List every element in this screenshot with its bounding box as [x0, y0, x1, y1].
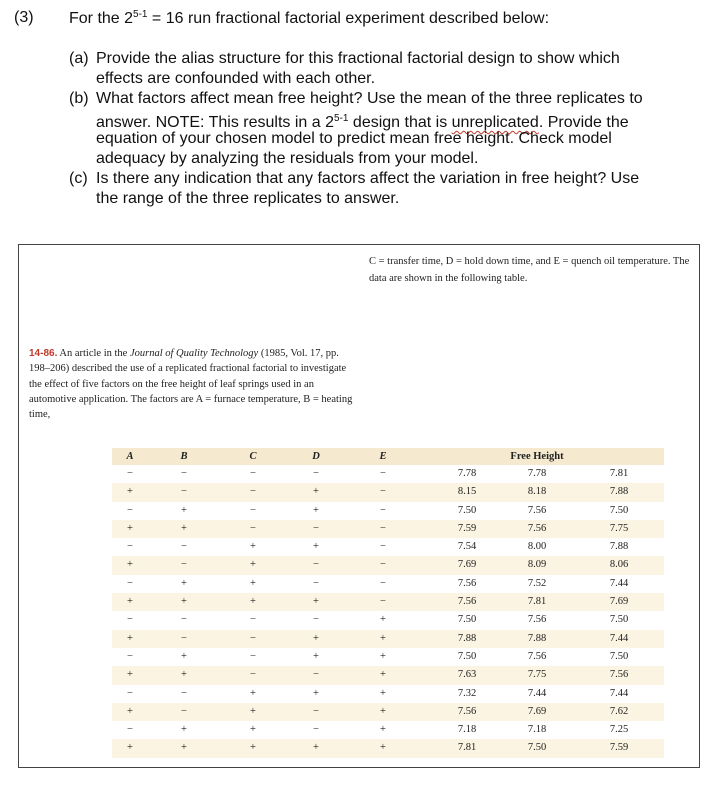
b-line2-post: . Provide the [538, 114, 629, 131]
height-value-cell: 7.44 [609, 632, 629, 644]
height-value-cell: 7.88 [609, 486, 629, 498]
table-row [112, 575, 664, 593]
sign-cell: + [250, 687, 256, 699]
sign-cell: + [313, 632, 319, 644]
sign-cell: − [127, 614, 133, 626]
height-value-cell: 7.56 [609, 669, 629, 681]
height-value-cell: 8.15 [457, 486, 477, 498]
sign-cell: + [313, 687, 319, 699]
height-value-cell: 7.32 [457, 687, 477, 699]
sign-cell: − [313, 705, 319, 717]
height-value-cell: 7.88 [457, 632, 477, 644]
height-value-cell: 7.50 [527, 742, 547, 754]
sign-cell: − [380, 596, 386, 608]
height-value-cell: 7.50 [457, 650, 477, 662]
header-a: A [126, 451, 134, 462]
table-row [112, 520, 664, 538]
header-c: C [249, 451, 257, 462]
sign-cell: + [127, 486, 133, 498]
sign-cell: + [250, 705, 256, 717]
sign-cell: + [250, 724, 256, 736]
b-line2-sup: 5-1 [334, 113, 349, 124]
sign-cell: − [250, 632, 256, 644]
sign-cell: − [181, 486, 187, 498]
sign-cell: + [313, 742, 319, 754]
height-value-cell: 8.00 [527, 541, 547, 553]
header-e: E [379, 451, 387, 462]
unreplicated-word: unreplicated [451, 114, 539, 131]
height-value-cell: 7.63 [457, 669, 477, 681]
height-value-cell: 7.50 [609, 650, 629, 662]
height-value-cell: 7.59 [457, 522, 477, 534]
table-row [112, 721, 664, 739]
sign-cell: − [127, 504, 133, 516]
sign-cell: − [127, 468, 133, 479]
table-row [112, 538, 664, 556]
sign-cell: + [250, 577, 256, 589]
sign-cell: + [250, 596, 256, 608]
sign-cell: + [380, 687, 386, 699]
sign-cell: − [181, 468, 187, 479]
height-value-cell: 7.69 [609, 596, 629, 608]
sign-cell: − [380, 504, 386, 516]
part-a-line-2: effects are confounded with each other. [96, 70, 376, 87]
height-value-cell: 7.56 [457, 596, 477, 608]
sign-cell: − [313, 724, 319, 736]
sign-cell: − [250, 468, 256, 479]
height-value-cell: 7.69 [457, 559, 477, 571]
sign-cell: + [181, 650, 187, 662]
height-value-cell: 7.56 [527, 650, 547, 662]
sign-cell: + [127, 705, 133, 717]
sign-cell: + [127, 559, 133, 571]
height-value-cell: 7.52 [527, 577, 547, 589]
sign-cell: + [313, 650, 319, 662]
height-value-cell: 7.44 [609, 577, 629, 589]
sign-cell: − [380, 522, 386, 534]
sign-cell: + [127, 669, 133, 681]
sign-cell: + [127, 522, 133, 534]
intro-post: = 16 run fractional factorial experiment described below: [147, 10, 550, 27]
height-value-cell: 7.50 [609, 614, 629, 626]
height-value-cell: 7.62 [609, 705, 629, 717]
sign-cell: + [380, 705, 386, 717]
height-value-cell: 8.06 [609, 559, 629, 571]
part-c [69, 169, 709, 209]
textbook-excerpt [18, 244, 700, 768]
height-value-cell: 7.56 [527, 614, 547, 626]
sign-cell: − [250, 486, 256, 498]
sign-cell: − [380, 541, 386, 553]
sign-cell: + [250, 541, 256, 553]
height-value-cell: 7.69 [527, 705, 547, 717]
table-row [112, 648, 664, 666]
question-number: (3) [14, 9, 34, 26]
sign-cell: + [127, 596, 133, 608]
height-value-cell: 7.56 [457, 705, 477, 717]
height-value-cell: 7.88 [609, 541, 629, 553]
part-b-label: (b) [69, 90, 89, 107]
header-b: B [180, 451, 188, 462]
height-value-cell: 7.78 [457, 468, 477, 479]
sign-cell: − [313, 669, 319, 681]
problem-number: 14-86. [29, 348, 58, 359]
sign-cell: − [313, 577, 319, 589]
table-row [112, 502, 664, 520]
sign-cell: + [313, 504, 319, 516]
sign-cell: − [380, 559, 386, 571]
sign-cell: − [127, 541, 133, 553]
height-value-cell: 7.81 [527, 596, 547, 608]
b-line2-pre: answer. NOTE: This results in a 2 [96, 114, 335, 131]
height-value-cell: 7.81 [457, 742, 477, 754]
sign-cell: + [181, 596, 187, 608]
height-value-cell: 7.59 [609, 742, 629, 754]
sign-cell: + [380, 632, 386, 644]
height-value-cell: 7.75 [527, 669, 547, 681]
part-c-line-1: Is there any indication that any factors affect the variation in free height? Use [96, 170, 640, 187]
sign-cell: + [380, 614, 386, 626]
height-value-cell: 7.44 [527, 687, 547, 699]
sign-cell: − [313, 468, 319, 479]
sign-cell: − [250, 614, 256, 626]
intro-sup: 5-1 [133, 9, 148, 20]
height-value-cell: 7.81 [609, 468, 629, 479]
height-value-cell: 7.50 [457, 614, 477, 626]
part-b-line-3: equation of your chosen model to predict mean free height. Check model [96, 130, 612, 147]
sign-cell: − [181, 705, 187, 717]
question-intro [69, 9, 549, 28]
problem-pre: An article in the [57, 348, 130, 359]
part-a-line-1: Provide the alias structure for this fractional factorial design to show which [96, 50, 620, 67]
sign-cell: − [380, 486, 386, 498]
part-c-line-2: the range of the three replicates to answer. [96, 190, 400, 207]
height-value-cell: 7.44 [609, 687, 629, 699]
sign-cell: + [313, 541, 319, 553]
header-free-height: Free Height [510, 451, 564, 462]
sign-cell: + [380, 650, 386, 662]
sign-cell: + [181, 724, 187, 736]
table-header [112, 448, 664, 465]
height-value-cell: 7.56 [527, 522, 547, 534]
table-row [112, 703, 664, 721]
sign-cell: − [181, 687, 187, 699]
sign-cell: − [250, 504, 256, 516]
table-row [112, 593, 664, 611]
problem-text [29, 346, 354, 422]
height-value-cell: 7.75 [609, 522, 629, 534]
table-row [112, 666, 664, 684]
sign-cell: − [380, 577, 386, 589]
sign-cell: + [181, 522, 187, 534]
sign-cell: + [127, 632, 133, 644]
sign-cell: + [313, 486, 319, 498]
table-body [112, 465, 664, 758]
sign-cell: + [181, 669, 187, 681]
sign-cell: − [181, 632, 187, 644]
sign-cell: − [250, 522, 256, 534]
height-value-cell: 7.50 [457, 504, 477, 516]
header-d: D [312, 451, 320, 462]
sign-cell: − [127, 577, 133, 589]
problem-post: (1985, Vol. 17, pp. 198–206) described the use of a replicated fractional factorial to investigate the effect of five factors on the free height of leaf springs used in an automotive application. The factors are A = furnace temperature, B = heating time, [29, 348, 353, 421]
sign-cell: − [313, 559, 319, 571]
height-value-cell: 7.18 [457, 724, 477, 736]
height-value-cell: 7.88 [527, 632, 547, 644]
height-value-cell: 7.54 [457, 541, 477, 553]
height-value-cell: 8.09 [527, 559, 547, 571]
data-table [112, 448, 664, 758]
sign-cell: − [380, 468, 386, 479]
part-a-label: (a) [69, 50, 89, 67]
sign-cell: + [380, 669, 386, 681]
sign-cell: + [181, 504, 187, 516]
sign-cell: + [181, 742, 187, 754]
part-a [69, 49, 709, 89]
height-value-cell: 7.56 [527, 504, 547, 516]
sign-cell: − [127, 650, 133, 662]
journal-name: Journal of Quality Technology [129, 348, 259, 359]
sign-cell: + [250, 742, 256, 754]
part-b-line-4: adequacy by analyzing the residuals from your model. [96, 150, 479, 167]
height-value-cell: 7.78 [527, 468, 547, 479]
height-value-cell: 7.18 [527, 724, 547, 736]
table-row [112, 739, 664, 757]
sign-cell: − [250, 669, 256, 681]
sign-cell: − [181, 614, 187, 626]
sign-cell: + [181, 577, 187, 589]
height-value-cell: 7.50 [609, 504, 629, 516]
height-value-cell: 8.18 [527, 486, 547, 498]
sign-cell: − [127, 687, 133, 699]
b-line2-mid: design that is [348, 114, 452, 131]
sign-cell: − [127, 724, 133, 736]
sign-cell: − [181, 541, 187, 553]
sign-cell: + [250, 559, 256, 571]
continuation-text: C = transfer time, D = hold down time, and E = quench oil temperature. The data are shown in the following table. [369, 256, 690, 284]
sign-cell: + [380, 742, 386, 754]
table-row [112, 465, 664, 483]
part-b-line-1: What factors affect mean free height? Use the mean of the three replicates to [96, 90, 643, 107]
sign-cell: − [250, 650, 256, 662]
height-value-cell: 7.25 [609, 724, 629, 736]
table-row [112, 685, 664, 703]
sign-cell: + [127, 742, 133, 754]
height-value-cell: 7.56 [457, 577, 477, 589]
sign-cell: − [181, 559, 187, 571]
part-b [69, 89, 709, 169]
table-row [112, 630, 664, 648]
table-row [112, 556, 664, 574]
sign-cell: + [380, 724, 386, 736]
sign-cell: − [313, 614, 319, 626]
table-row [112, 611, 664, 629]
part-c-label: (c) [69, 170, 88, 187]
table-row [112, 483, 664, 501]
sign-cell: + [313, 596, 319, 608]
sign-cell: − [313, 522, 319, 534]
intro-pre: For the 2 [69, 10, 134, 27]
